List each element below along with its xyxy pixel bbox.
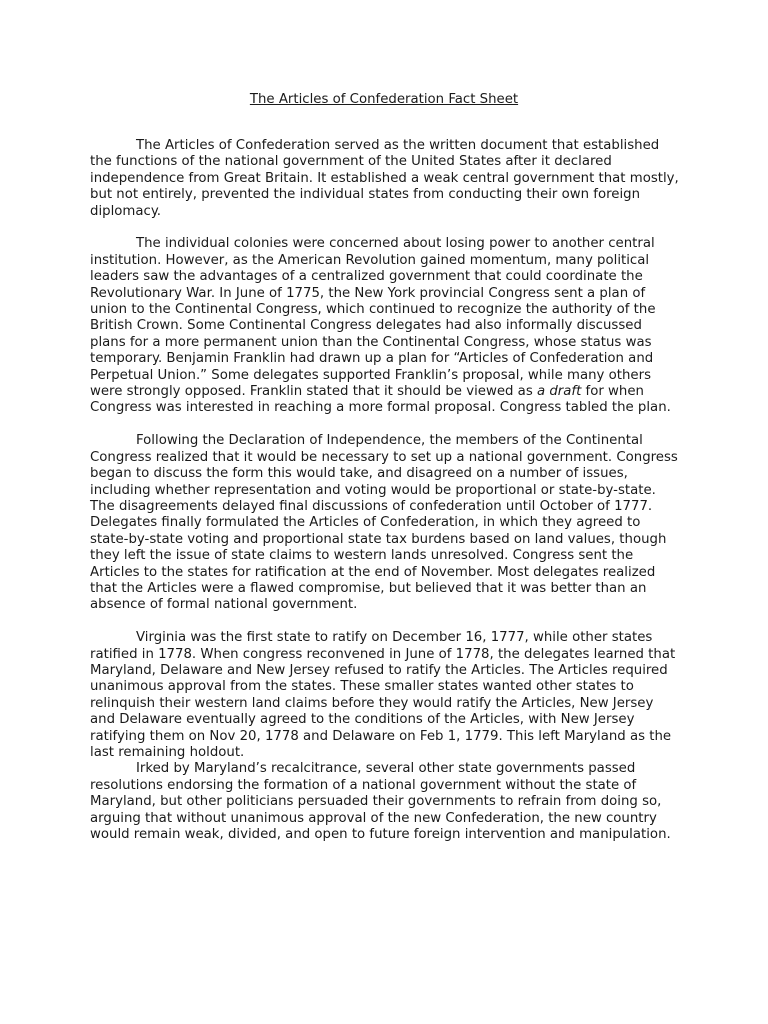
document-body xyxy=(90,138,680,843)
paragraph-2 xyxy=(90,236,680,416)
paragraph-5: Irked by Maryland’s recalcitrance, several other state governments passed resolutions endorsing the formation of a national government without the state of Maryland, but other politicians persuaded their governments to refrain from doing so, arguing that without unanimous approval of the new Confederation, the new country would remain weak, divided, and open to future foreign intervention and manipulation. xyxy=(90,761,671,843)
paragraph-3: Following the Declaration of Independence, the members of the Continental Congress realized that it would be necessary to set up a national government. Congress began to discuss the form this would take, and disagreed on a number of issues, including whether representation and voting would be proportional or state-by-state. The disagreements delayed final discussions of confederation until October of 1777. Delegates finally formulated the Articles of Confederation, in which they agreed to state-by-state voting and proportional state tax burdens based on land values, though they left the issue of state claims to western lands unresolved. Congress sent the Articles to the states for ratification at the end of November. Most delegates realized that the Articles were a flawed compromise, but believed that it was better than an absence of formal national government. xyxy=(90,433,678,613)
paragraph-2-text-a: The individual colonies were concerned about losing power to another central institution. However, as the American Revolution gained momentum, many political leaders saw the advantages of a centralized government that could coordinate the Revolutionary War. In June of 1775, the New York provincial Congress sent a plan of union to the Continental Congress, which continued to recognize the authority of the British Crown. Some Continental Congress delegates had also informally discussed plans for a more permanent union than the Continental Congress, whose status was temporary. Benjamin Franklin had drawn up a plan for “Articles of Confederation and Perpetual Union.” Some delegates supported Franklin’s proposal, while many others were strongly opposed. Franklin stated that it should be viewed as xyxy=(90,236,656,400)
paragraph-1: The Articles of Confederation served as the written document that established the functions of the national government of the United States after it declared independence from Great Britain. It established a weak central government that mostly, but not entirely, prevented the individual states from conducting their own foreign diplomacy. xyxy=(90,138,679,219)
paragraph-2-italic: a draft xyxy=(536,384,582,400)
paragraph-4: Virginia was the first state to ratify on December 16, 1777, while other states ratified in 1778. When congress reconvened in June of 1778, the delegates learned that Maryland, Delaware and New Jersey refused to ratify the Articles. The Articles required unanimous approval from the states. These smaller states wanted other states to relinquish their western land claims before they would ratify the Articles, New Jersey and Delaware eventually agreed to the conditions of the Articles, with New Jersey ratifying them on Nov 20, 1778 and Delaware on Feb 1, 1779. This left Maryland as the last remaining holdout. xyxy=(90,630,676,760)
document-title: The Articles of Confederation Fact Sheet xyxy=(249,92,519,107)
paragraph-2-text-b: for when Congress was interested in reaching a more formal proposal. Congress tabled the plan. xyxy=(90,384,671,416)
